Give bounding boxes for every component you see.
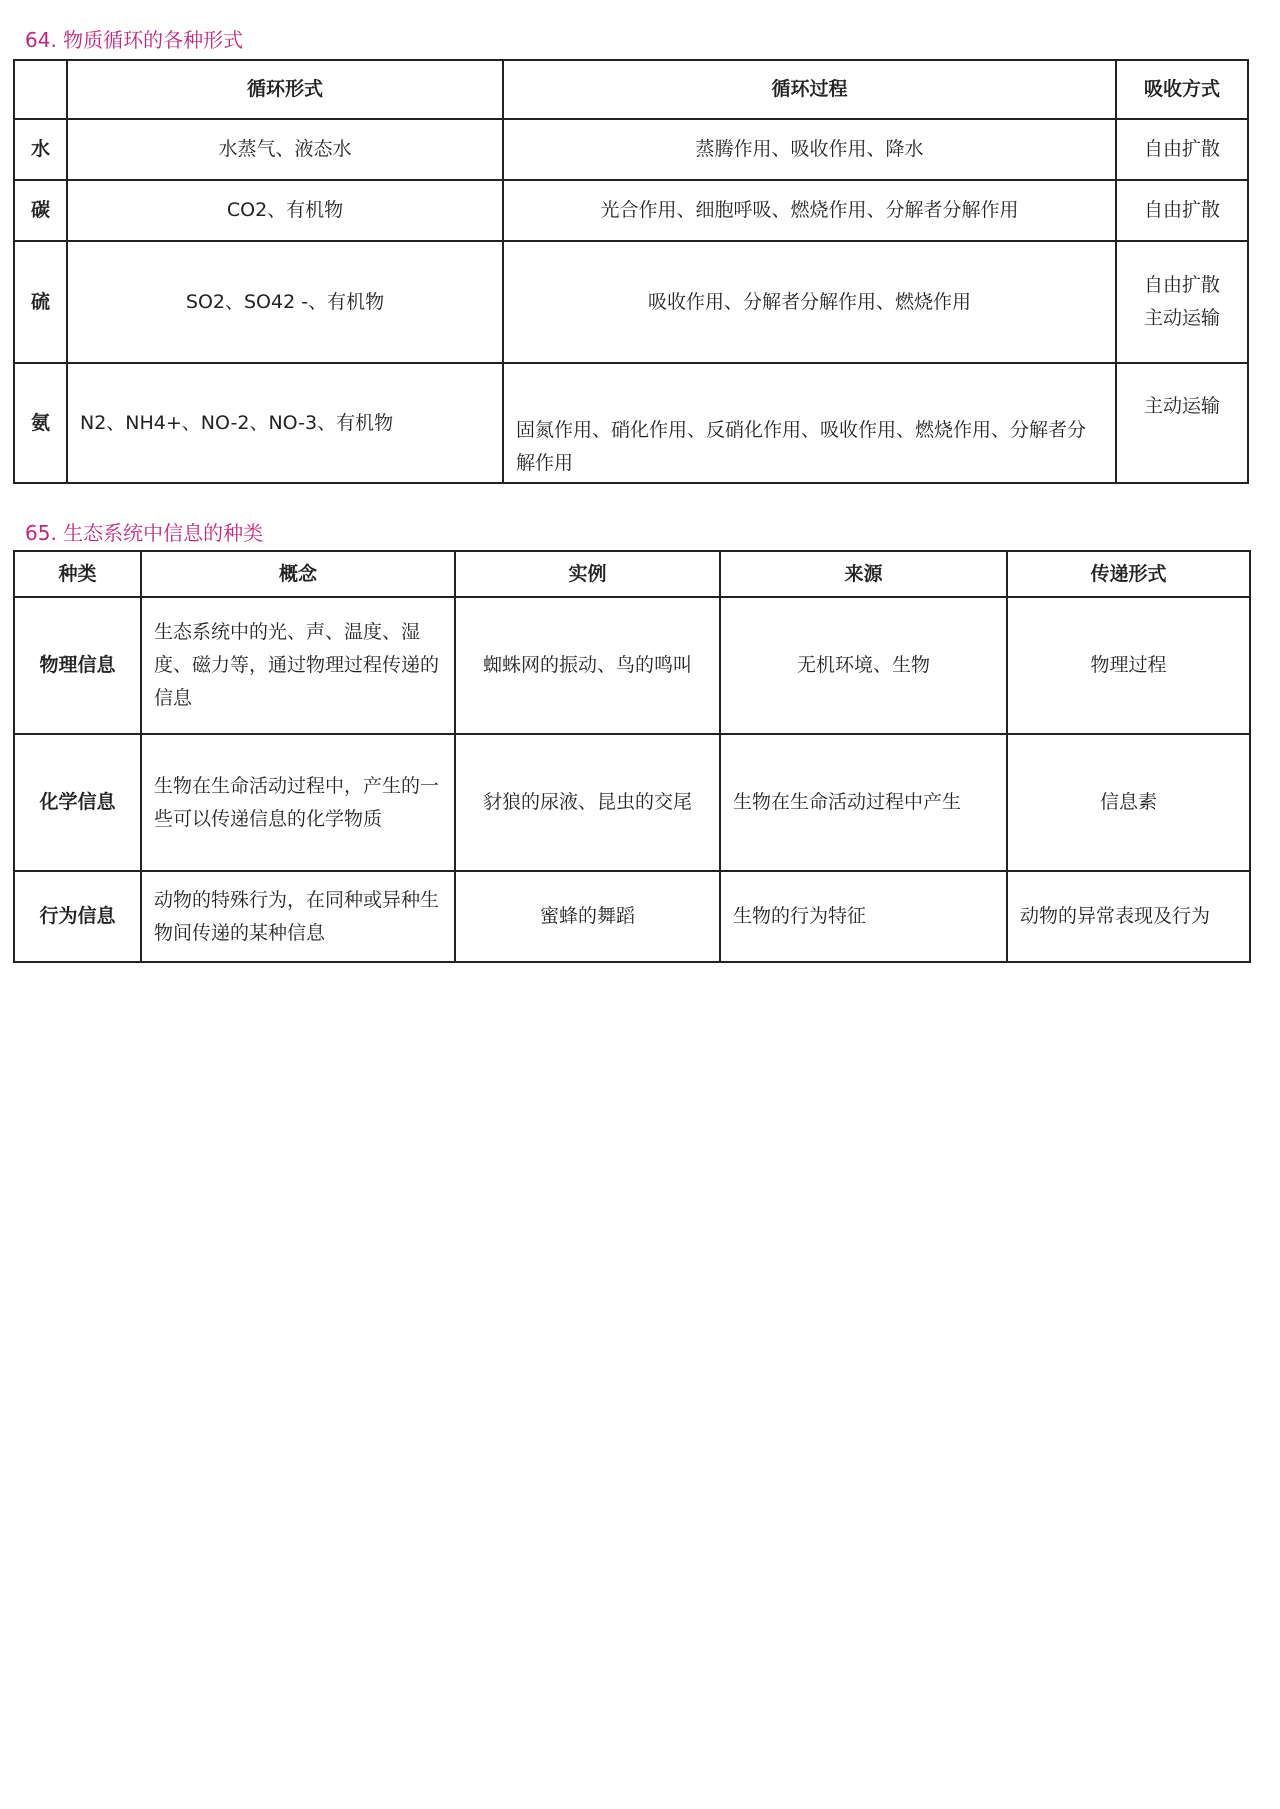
section-title-material-cycle: 64. 物质循环的各种形式: [25, 28, 244, 52]
table-row-water: [14, 119, 1248, 180]
cell-example: 蜜蜂的舞蹈: [455, 871, 720, 962]
cell-concept: 生态系统中的光、声、温度、湿度、磁力等，通过物理过程传递的信息: [141, 597, 455, 734]
cell-process: 固氮作用、硝化作用、反硝化作用、吸收作用、燃烧作用、分解者分解作用: [503, 363, 1116, 483]
cell-example: 豺狼的尿液、昆虫的交尾: [455, 734, 720, 871]
row-label-carbon: 碳: [14, 180, 67, 241]
section-title-info-types: 65. 生态系统中信息的种类: [25, 521, 264, 545]
material-cycle-table: [13, 59, 1249, 484]
row-label-water: 水: [14, 119, 67, 180]
cell-transmission: 动物的异常表现及行为: [1007, 871, 1250, 962]
row-label-nitrogen: 氨: [14, 363, 67, 483]
row-label-sulfur: 硫: [14, 241, 67, 363]
cell-form: SO2、SO42 -、有机物: [67, 241, 503, 363]
cell-absorption: 自由扩散: [1116, 180, 1248, 241]
row-label-behavioral: 行为信息: [14, 871, 141, 962]
row-label-physical: 物理信息: [14, 597, 141, 734]
cell-form: 水蒸气、液态水: [67, 119, 503, 180]
table-row-carbon: [14, 180, 1248, 241]
cell-transmission: 物理过程: [1007, 597, 1250, 734]
table-row-nitrogen: [14, 363, 1248, 483]
cell-process: 蒸腾作用、吸收作用、降水: [503, 119, 1116, 180]
table-row-behavioral: [14, 871, 1250, 962]
cell-absorption: 主动运输: [1116, 363, 1248, 483]
cell-source: 生物在生命活动过程中产生: [720, 734, 1007, 871]
cell-source: 生物的行为特征: [720, 871, 1007, 962]
table-row-chemical: [14, 734, 1250, 871]
cell-source: 无机环境、生物: [720, 597, 1007, 734]
cell-transmission: 信息素: [1007, 734, 1250, 871]
cell-form: N2、NH4+、NO-2、NO-3、有机物: [67, 363, 503, 483]
cell-example: 蜘蛛网的振动、鸟的鸣叫: [455, 597, 720, 734]
table-header-row: [14, 551, 1250, 597]
cell-absorption: 自由扩散: [1116, 119, 1248, 180]
header-corner: [14, 60, 67, 119]
header-source: 来源: [720, 551, 1007, 597]
table-row-physical: [14, 597, 1250, 734]
cell-process: 吸收作用、分解者分解作用、燃烧作用: [503, 241, 1116, 363]
header-cycle-process: 循环过程: [503, 60, 1116, 119]
information-types-table: [13, 550, 1251, 963]
header-transmission: 传递形式: [1007, 551, 1250, 597]
cell-process: 光合作用、细胞呼吸、燃烧作用、分解者分解作用: [503, 180, 1116, 241]
header-cycle-form: 循环形式: [67, 60, 503, 119]
header-type: 种类: [14, 551, 141, 597]
header-example: 实例: [455, 551, 720, 597]
row-label-chemical: 化学信息: [14, 734, 141, 871]
header-absorption: 吸收方式: [1116, 60, 1248, 119]
table-row-sulfur: [14, 241, 1248, 363]
table-header-row: [14, 60, 1248, 119]
header-concept: 概念: [141, 551, 455, 597]
cell-concept: 动物的特殊行为，在同种或异种生物间传递的某种信息: [141, 871, 455, 962]
cell-absorption: 自由扩散 主动运输: [1116, 241, 1248, 363]
cell-form: CO2、有机物: [67, 180, 503, 241]
cell-concept: 生物在生命活动过程中，产生的一些可以传递信息的化学物质: [141, 734, 455, 871]
